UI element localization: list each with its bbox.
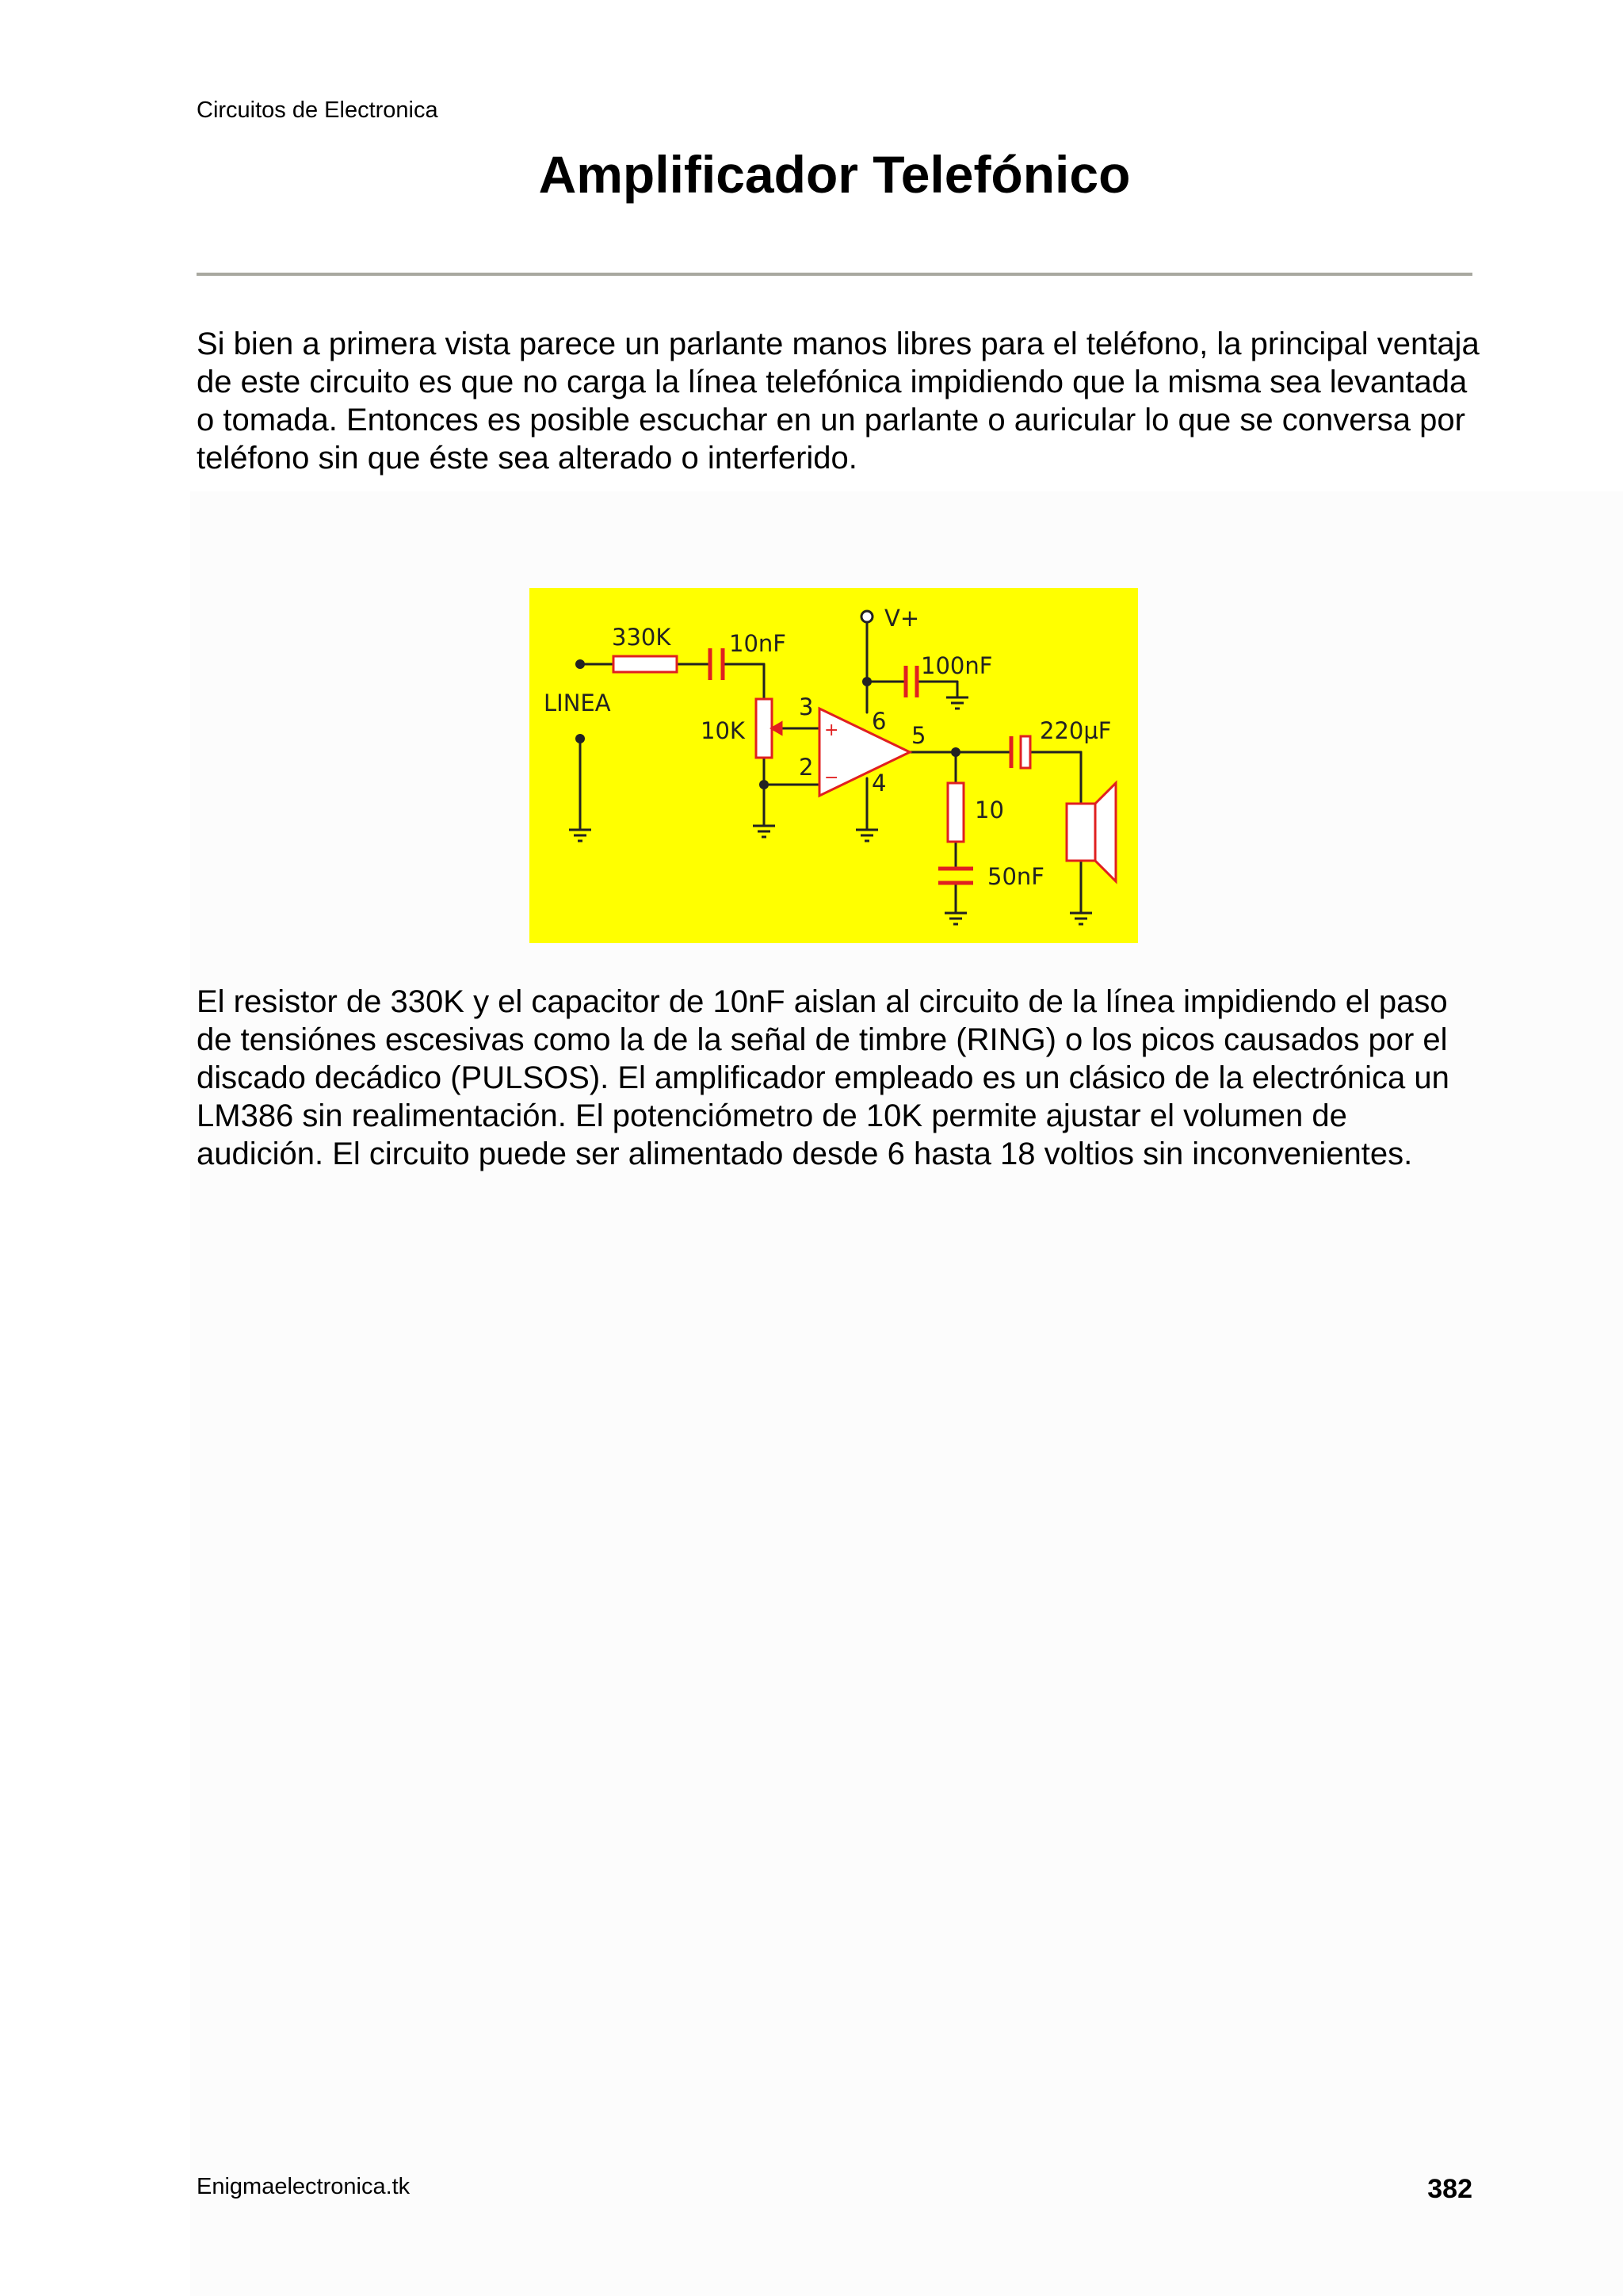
ground-icon (569, 830, 591, 841)
label-r-input: 330K (612, 624, 671, 651)
label-c-supply: 100nF (921, 652, 993, 679)
footer-site: Enigmaelectronica.tk (197, 2174, 411, 2199)
opamp-minus-sign: − (824, 768, 839, 788)
page-title: Amplificador Telefónico (538, 145, 1131, 204)
resistor-10 (948, 783, 964, 842)
ground-icon (1070, 913, 1092, 924)
label-pin3: 3 (799, 693, 814, 720)
potentiometer-10k (756, 699, 772, 758)
label-pot: 10K (701, 717, 745, 744)
potentiometer-wiper-icon (772, 723, 781, 734)
input-terminal-bottom (575, 734, 585, 743)
label-c-zobel: 50nF (987, 863, 1044, 890)
ground-icon (753, 826, 775, 837)
label-pin2: 2 (799, 754, 814, 781)
body-paragraph: El resistor de 330K y el capacitor de 10nF aislan al circuito de la línea impidiendo el paso de tensiónes escesivas como la de la señal de timbre (RING) o los picos causados por el discado decádico (PULSOS). El amplificador empleado es un clásico de la electrónica un LM386 sin realimentación. El potenciómetro de 10K permite ajustar el volumen de audición. El circuito puede ser alimentado desde 6 hasta 18 voltios sin inconvenientes. (197, 984, 1449, 1171)
ground-icon (945, 913, 967, 924)
input-terminal-top (575, 659, 585, 669)
capacitor-50nf (938, 869, 973, 883)
junction-output (951, 747, 960, 757)
ground-icon (946, 697, 968, 709)
resistor-330k (613, 656, 677, 672)
label-supply: V+ (884, 605, 920, 632)
label-pin6: 6 (872, 708, 887, 735)
label-r-zobel: 10 (975, 797, 1004, 823)
label-input: LINEA (544, 690, 611, 716)
page-number: 382 (1427, 2174, 1472, 2204)
label-pin5: 5 (911, 722, 926, 749)
supply-terminal (861, 611, 873, 622)
ground-icon (856, 830, 878, 841)
circuit-schematic (529, 588, 1138, 943)
schematic-drawing (529, 588, 1138, 943)
intro-paragraph: Si bien a primera vista parece un parlante manos libres para el teléfono, la principal ventaja de este circuito es que no carga la línea telefónica impidiendo que la misma sea levantada o tomada. Entonces es posible escuchar en un parlante o auricular lo que se conversa por teléfono sin que éste sea alterado o interferido. (197, 327, 1480, 476)
running-header: Circuitos de Electronica (197, 97, 438, 123)
capacitor-100nf (906, 666, 917, 697)
title-divider (197, 273, 1472, 276)
label-c-output: 220µF (1040, 717, 1112, 744)
junction-supply (862, 677, 872, 686)
label-pin4: 4 (872, 770, 887, 797)
capacitor-220uf (1011, 736, 1030, 768)
opamp-plus-sign: + (824, 720, 839, 740)
junction-pot-pin2 (759, 780, 769, 789)
capacitor-10nf (710, 648, 723, 680)
label-c-input: 10nF (729, 630, 786, 657)
speaker-icon (1067, 783, 1116, 881)
